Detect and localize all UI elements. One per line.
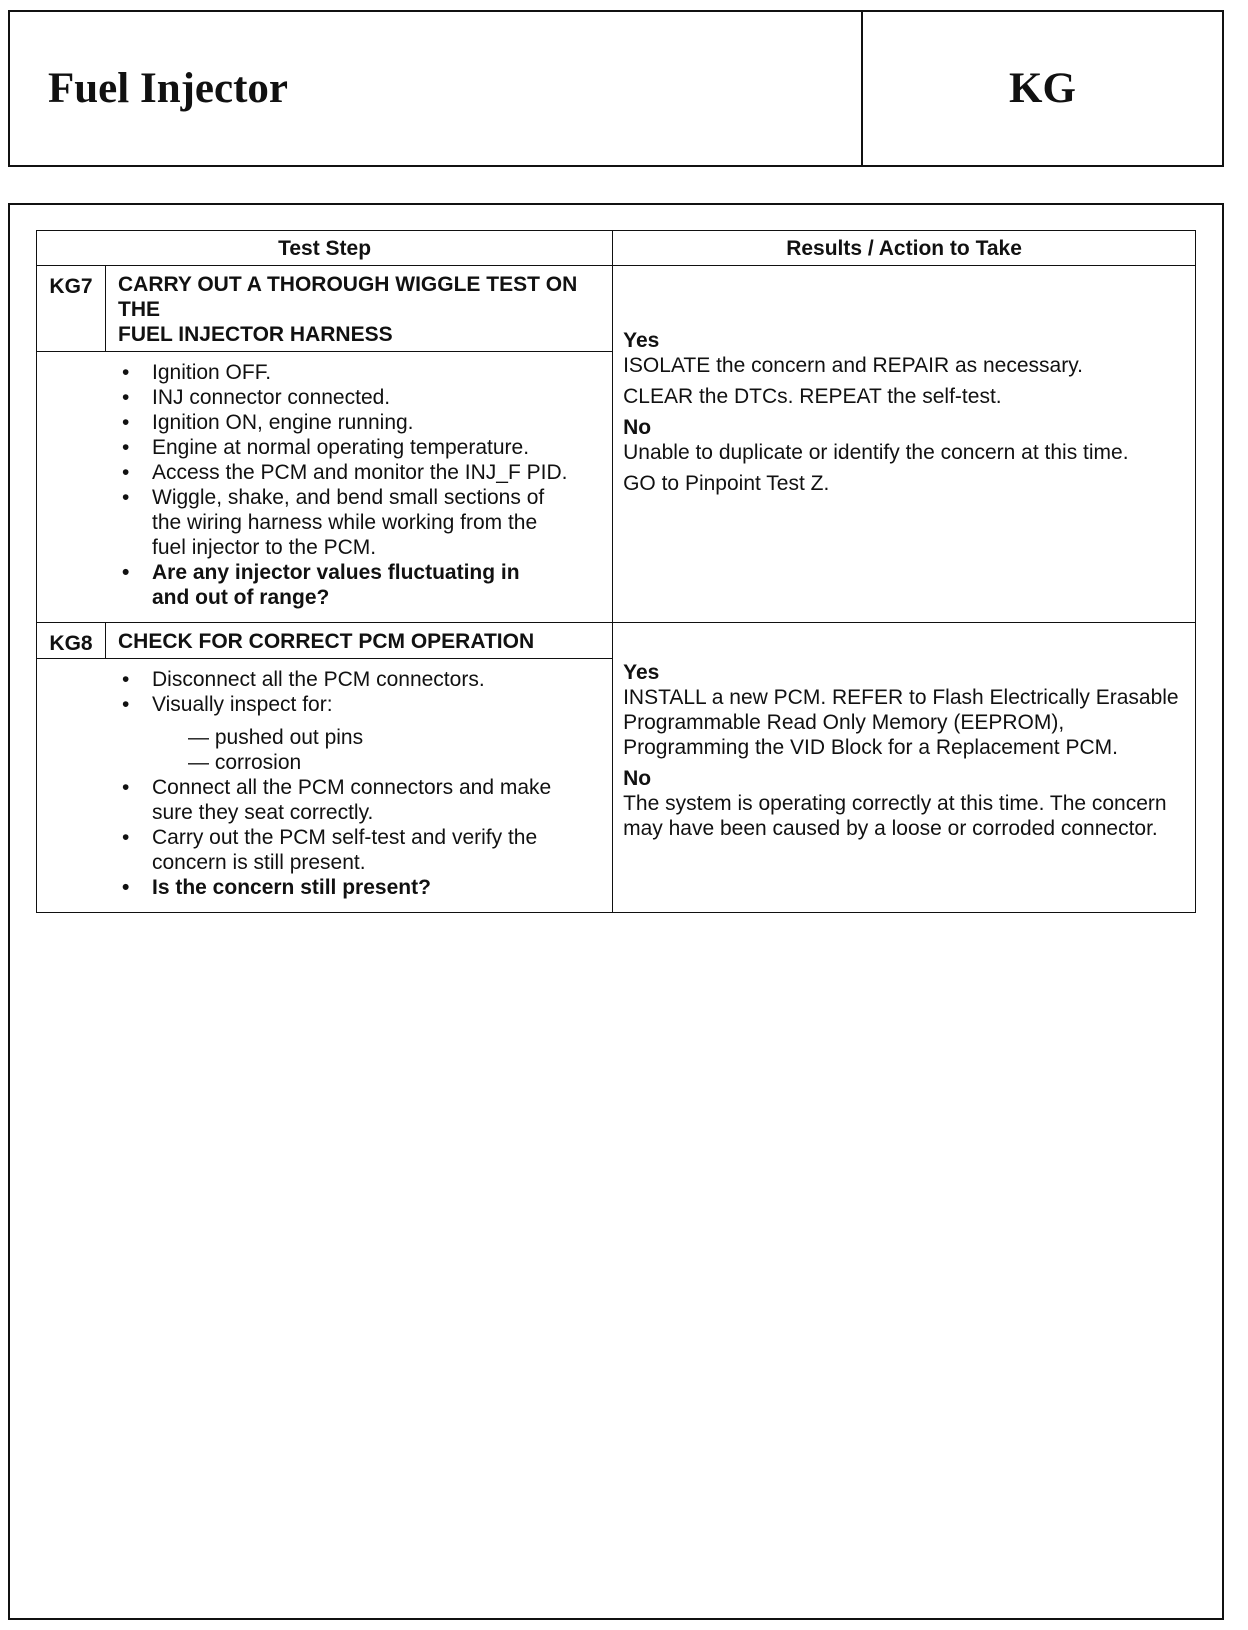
col-header-results: Results / Action to Take	[613, 231, 1196, 266]
yes-action: CLEAR the DTCs. REPEAT the self-test.	[623, 385, 1002, 408]
page-title: Fuel Injector	[10, 12, 863, 165]
no-label: No	[623, 767, 652, 790]
step-checklist	[37, 360, 612, 610]
inspection-sublist	[37, 725, 612, 775]
step-title-line: FUEL INJECTOR HARNESS	[118, 323, 393, 346]
list-item: • Wiggle, shake, and bend small sections of the wiring harness while working from the fuel injector to the PCM.	[152, 485, 612, 560]
list-item: • Engine at normal operating temperature.	[152, 435, 612, 460]
step-question: • Is the concern still present?	[152, 875, 612, 900]
no-action: Unable to duplicate or identify the concern at this time.	[623, 441, 1129, 464]
step-question: • Are any injector values fluctuating in and out of range?	[152, 560, 612, 610]
result-cell	[613, 623, 1196, 913]
table-row	[37, 623, 1196, 659]
page-header	[8, 10, 1224, 167]
yes-label: Yes	[623, 329, 660, 352]
step-checklist	[37, 667, 612, 717]
yes-label: Yes	[623, 661, 660, 684]
list-item: • Ignition OFF.	[152, 360, 612, 385]
list-item: • Access the PCM and monitor the INJ_F PID.	[152, 460, 612, 485]
step-id: KG8	[37, 623, 106, 659]
col-header-test-step: Test Step	[37, 231, 613, 266]
list-item: • Visually inspect for:	[152, 692, 612, 717]
list-item: — pushed out pins	[188, 726, 364, 749]
result-cell	[613, 266, 1196, 623]
list-item: • Carry out the PCM self-test and verify the concern is still present.	[152, 825, 612, 875]
step-title-line: CHECK FOR CORRECT PCM OPERATION	[118, 630, 535, 653]
step-title	[106, 266, 613, 352]
pinpoint-test-table	[36, 230, 1196, 913]
step-body	[37, 352, 613, 623]
no-action: The system is operating correctly at this time. The concern may have been caused by a loose or corroded connector.	[623, 792, 1167, 840]
step-body	[37, 659, 613, 913]
content-panel	[8, 203, 1224, 1620]
no-label: No	[623, 416, 652, 439]
list-item: • Connect all the PCM connectors and make sure they seat correctly.	[152, 775, 612, 825]
yes-action: ISOLATE the concern and REPAIR as necessary.	[623, 354, 1083, 377]
list-item: • Disconnect all the PCM connectors.	[152, 667, 612, 692]
step-id: KG7	[37, 266, 106, 352]
section-code: KG	[1009, 65, 1076, 112]
yes-action: INSTALL a new PCM. REFER to Flash Electrically Erasable Programmable Read Only Memory (EEPROM), Programming the VID Block for a Replacement PCM.	[623, 686, 1179, 759]
step-title-line: CARRY OUT A THOROUGH WIGGLE TEST ON THE	[118, 273, 578, 321]
list-item: — corrosion	[188, 751, 302, 774]
table-header-row	[37, 231, 1196, 266]
table-row	[37, 266, 1196, 352]
step-title	[106, 623, 613, 659]
list-item: • INJ connector connected.	[152, 385, 612, 410]
list-item: • Ignition ON, engine running.	[152, 410, 612, 435]
no-action: GO to Pinpoint Test Z.	[623, 472, 830, 495]
step-checklist	[37, 775, 612, 900]
